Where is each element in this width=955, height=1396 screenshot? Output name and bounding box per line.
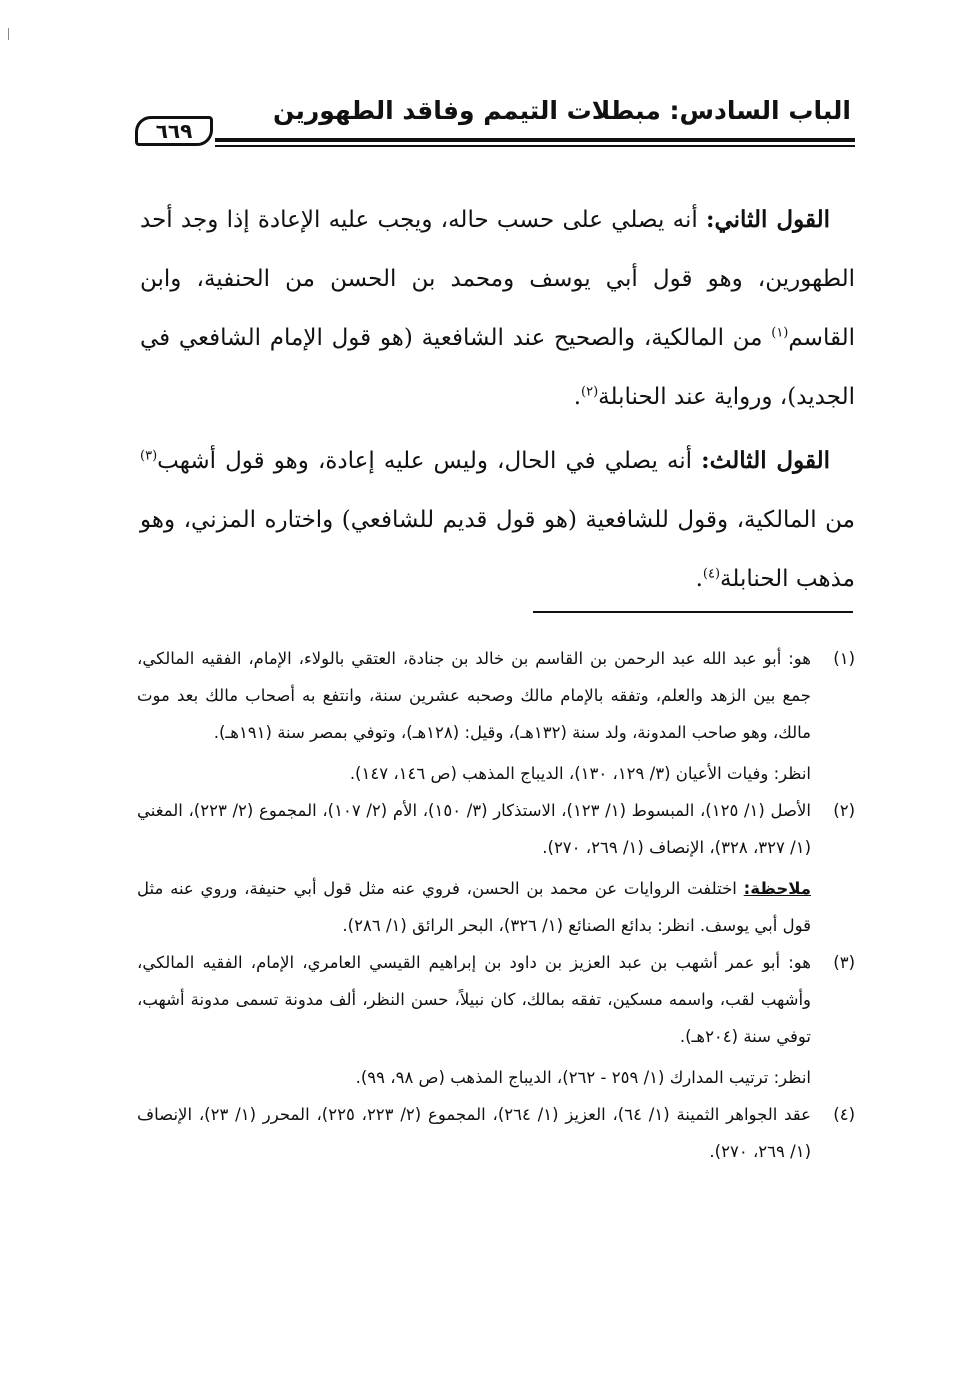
footnote-number: (٢)	[833, 801, 855, 820]
footnote-ref[interactable]: (١)	[771, 325, 789, 341]
footnote-note	[137, 870, 811, 944]
footnote-ref[interactable]: (٤)	[702, 566, 721, 582]
footnote-source: انظر: وفيات الأعيان (٣/ ١٢٩، ١٣٠)، الديباج المذهب (ص ١٤٦، ١٤٧).	[349, 764, 811, 783]
paragraph-text: أنه يصلي على حسب حاله، ويجب عليه الإعادة إذا وجد أحد الطهورين، وهو قول أبي يوسف ومحمد بن الحسن من الحنفية، وابن القاسم	[140, 207, 855, 351]
header-rule	[215, 138, 855, 142]
running-header	[135, 92, 855, 162]
footnote-text: عقد الجواهر الثمينة (١/ ٦٤)، العزيز (١/ ٢٦٤)، المجموع (٢/ ٢٢٣، ٢٢٥)، المحرر (١/ ٢٣)، الإنصاف (١/ ٢٦٩، ٢٧٠).	[137, 1105, 811, 1161]
footnote-3	[137, 944, 855, 1096]
footnote-source: انظر: ترتيب المدارك (١/ ٢٥٩ - ٢٦٢)، الديباج المذهب (ص ٩٨، ٩٩).	[355, 1068, 811, 1087]
footnote-1	[137, 640, 855, 792]
paragraph-third-opinion	[140, 431, 855, 609]
footnote-text: هو: أبو عمر أشهب بن عبد العزيز بن داود بن إبراهيم القيسي العامري، الإمام، الفقيه المالكي، وأشهب لقب، واسمه مسكين، تفقه بمالك، كان نبيلاً، حسن النظر، ألف مدونة تسمى مدونة أشهب، توفي سنة (٢٠٤هـ).	[137, 953, 811, 1046]
paragraph-second-opinion	[140, 190, 855, 427]
paragraph-text: من المالكية، والصحيح عند الشافعية (هو قول الإمام الشافعي في الجديد)، ورواية عند الحنابلة	[140, 325, 855, 410]
page-number: ٦٦٩	[135, 116, 213, 146]
footnote-number: (١)	[833, 649, 855, 668]
chapter-title: الباب السادس: مبطلات التيمم وفاقد الطهورين	[272, 96, 851, 125]
note-label: ملاحظة:	[743, 879, 811, 898]
paragraph-text: أنه يصلي في الحال، وليس عليه إعادة، وهو قول أشهب	[157, 448, 702, 474]
footnote-text: هو: أبو عبد الله عبد الرحمن بن القاسم بن خالد بن جنادة، العتقي بالولاء، الإمام، الفقيه المالكي، جمع بين الزهد والعلم، وتفقه بالإمام مالك وصحبه عشرين سنة، وانتفع به أصحاب مالك بعد موت مالك، وهو صاحب المدونة، ولد سنة (١٣٢هـ)، وقيل: (١٢٨هـ)، وتوفي بمصر سنة (١٩١هـ).	[137, 649, 811, 742]
footnotes	[137, 640, 855, 1170]
paragraph-text: .	[695, 566, 703, 592]
footnote-ref[interactable]: (٣)	[140, 448, 158, 464]
footnote-number: (٣)	[833, 953, 855, 972]
footnote-separator	[533, 611, 853, 613]
footnote-4	[137, 1096, 855, 1170]
paragraph-text: .	[573, 384, 582, 410]
paragraph-lead: القول الثالث:	[701, 447, 831, 474]
header-rule-thin	[215, 145, 855, 147]
margin-mark	[8, 28, 9, 40]
footnote-2	[137, 792, 855, 944]
footnote-ref[interactable]: (٢)	[581, 384, 599, 400]
paragraph-text: من المالكية، وقول للشافعية (هو قول قديم للشافعي) واختاره المزني، وهو مذهب الحنابلة	[140, 507, 855, 592]
main-text	[140, 190, 855, 613]
footnote-text: الأصل (١/ ١٢٥)، المبسوط (١/ ١٢٣)، الاستذكار (٣/ ١٥٠)، الأم (٢/ ١٠٧)، المجموع (٢/ ٢٢٣)، المغني (١/ ٣٢٧، ٣٢٨)، الإنصاف (١/ ٢٦٩، ٢٧٠).	[137, 801, 811, 857]
paragraph-lead: القول الثاني:	[706, 206, 830, 233]
note-text: اختلفت الروايات عن محمد بن الحسن، فروي عنه مثل قول أبي حنيفة، وروي عنه مثل قول أبي يوسف. انظر: بدائع الصنائع (١/ ٣٢٦)، البحر الرائق (١/ ٢٨٦).	[137, 879, 811, 935]
footnote-number: (٤)	[833, 1105, 855, 1124]
